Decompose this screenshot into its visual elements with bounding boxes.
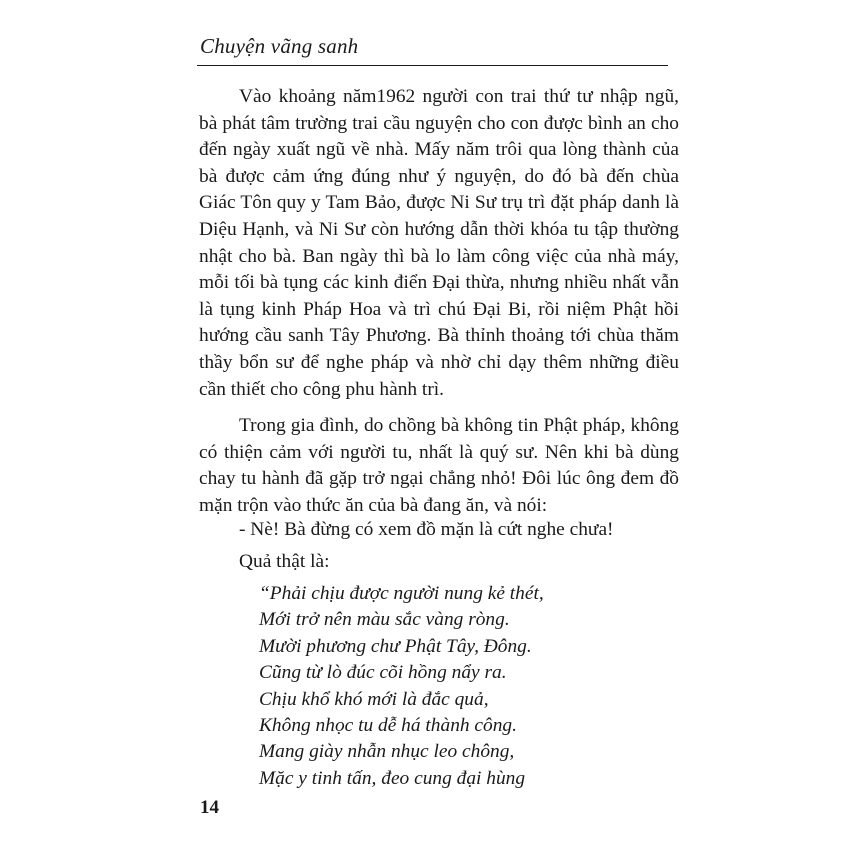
- poem-line-2: Mới trở nên màu sắc vàng ròng.: [259, 609, 510, 631]
- poem-line-7: Mang giày nhẫn nhục leo chông,: [259, 741, 515, 763]
- paragraph-2: Trong gia đình, do chồng bà không tin Phật pháp, không có thiện cảm với người tu, nhất là quý sư. Nên khi bà dùng chay tu hành đã gặp trở ngại chẳng nhỏ! Đôi lúc ông đem đồ mặn trộn vào thức ăn của bà đang ăn, và nói:: [199, 415, 679, 516]
- body-text: [199, 84, 679, 520]
- page-number: 14: [200, 797, 219, 818]
- poem-line-6: Không nhọc tu dễ há thành công.: [259, 715, 517, 737]
- poem-line-8: Mặc y tinh tấn, đeo cung đại hùng: [259, 767, 526, 789]
- poem-line-3: Mười phương chư Phật Tây, Đông.: [259, 635, 532, 657]
- poem-line-4: Cũng từ lò đúc cõi hồng nẩy ra.: [259, 662, 507, 684]
- poem-intro: Quả thật là:: [239, 551, 330, 572]
- running-header-title: Chuyện vãng sanh: [200, 34, 359, 58]
- header-divider: [197, 65, 668, 66]
- poem-line-5: Chịu khổ khó mới là đắc quả,: [259, 688, 489, 710]
- dialog-line: - Nè! Bà đừng có xem đồ mặn là cứt nghe chưa!: [239, 519, 614, 540]
- poem-line-1: “Phải chịu được người nung kẻ thét,: [259, 583, 544, 604]
- poem: [259, 581, 544, 792]
- paragraph-1: Vào khoảng năm1962 người con trai thứ tư nhập ngũ, bà phát tâm trường trai cầu nguyện cho con được bình an cho đến ngày xuất ngũ về nhà. Mấy năm trôi qua lòng thành của bà được cảm ứng đúng như ý nguyện, do đó bà đến chùa Giác Tôn quy y Tam Bảo, được Ni Sư trụ trì đặt pháp danh là Diệu Hạnh, và Ni Sư còn hướng dẫn thời khóa tu tập thường nhật cho bà. Ban ngày thì bà lo làm công việc của nhà máy, mỗi tối bà tụng các kinh điển Đại thừa, nhưng nhiều nhất vẫn là tụng kinh Pháp Hoa và trì chú Đại Bi, rồi niệm Phật hồi hướng cầu sanh Tây Phương. Bà thỉnh thoảng tới chùa thăm thầy bổn sư để nghe pháp và nhờ chỉ dạy thêm những điều cần thiết cho công phu hành trì.: [199, 86, 679, 400]
